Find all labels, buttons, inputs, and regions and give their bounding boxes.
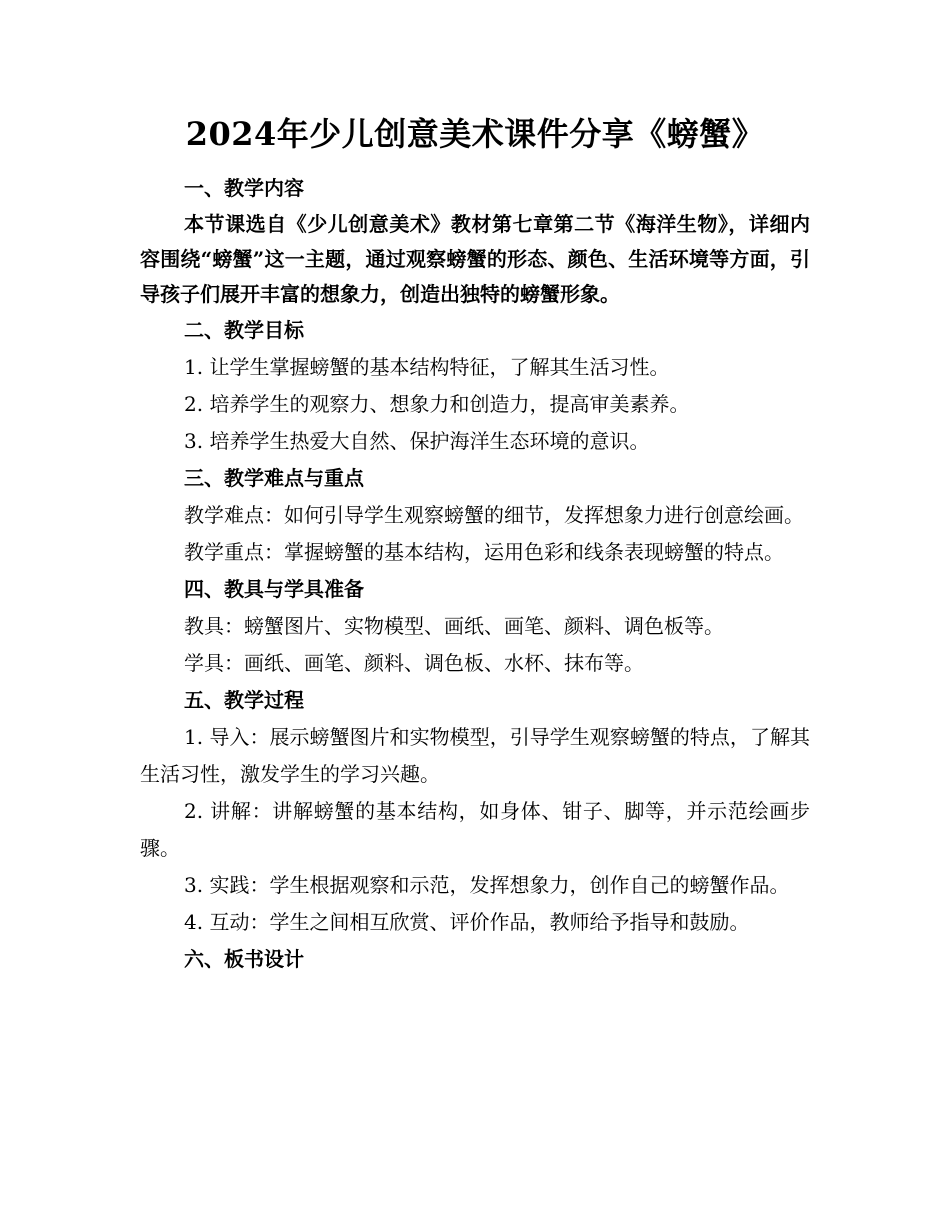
teacher-materials: 教具：螃蟹图片、实物模型、画纸、画笔、颜料、调色板等。 [184,614,724,638]
content-paragraph: 本节课选自《少儿创意美术》教材第七章第二节《海洋生物》，详细内容围绕“螃蟹”这一主题，通过观察螃蟹的形态、颜色、生活环境等方面，引导孩子们展开丰富的想象力，创造出独特的螃蟹形象。 [140,212,810,306]
goal-item-1: 1. 让学生掌握螃蟹的基本结构特征，了解其生活习性。 [184,355,670,379]
student-materials: 学具：画纸、画笔、颜料、调色板、水杯、抹布等。 [184,651,644,675]
section-heading-goals: 二、教学目标 [184,318,304,342]
difficulty-paragraph: 教学难点：如何引导学生观察螃蟹的细节，发挥想象力进行创意绘画。 [184,503,804,527]
key-point-paragraph: 教学重点：掌握螃蟹的基本结构，运用色彩和线条表现螃蟹的特点。 [184,540,784,564]
process-step-3: 3. 实践：学生根据观察和示范，发挥想象力，创作自己的螃蟹作品。 [184,873,790,897]
section-heading-board: 六、板书设计 [184,947,304,971]
process-step-4: 4. 互动：学生之间相互欣赏、评价作品，教师给予指导和鼓励。 [184,910,750,934]
section-heading-materials: 四、教具与学具准备 [184,577,364,601]
section-heading-difficulties: 三、教学难点与重点 [184,466,364,490]
section-heading-content: 一、教学内容 [184,176,304,200]
document-title: 2024年少儿创意美术课件分享《螃蟹》 [185,115,765,153]
goal-item-3: 3. 培养学生热爱大自然、保护海洋生态环境的意识。 [184,429,650,453]
section-heading-process: 五、教学过程 [184,688,304,712]
document-page [140,112,810,978]
goal-item-2: 2. 培养学生的观察力、想象力和创造力，提高审美素养。 [184,392,690,416]
process-step-2: 2. 讲解：讲解螃蟹的基本结构，如身体、钳子、脚等，并示范绘画步骤。 [140,799,810,860]
process-step-1: 1. 导入：展示螃蟹图片和实物模型，引导学生观察螃蟹的特点，了解其生活习性，激发学生的学习兴趣。 [140,725,810,786]
